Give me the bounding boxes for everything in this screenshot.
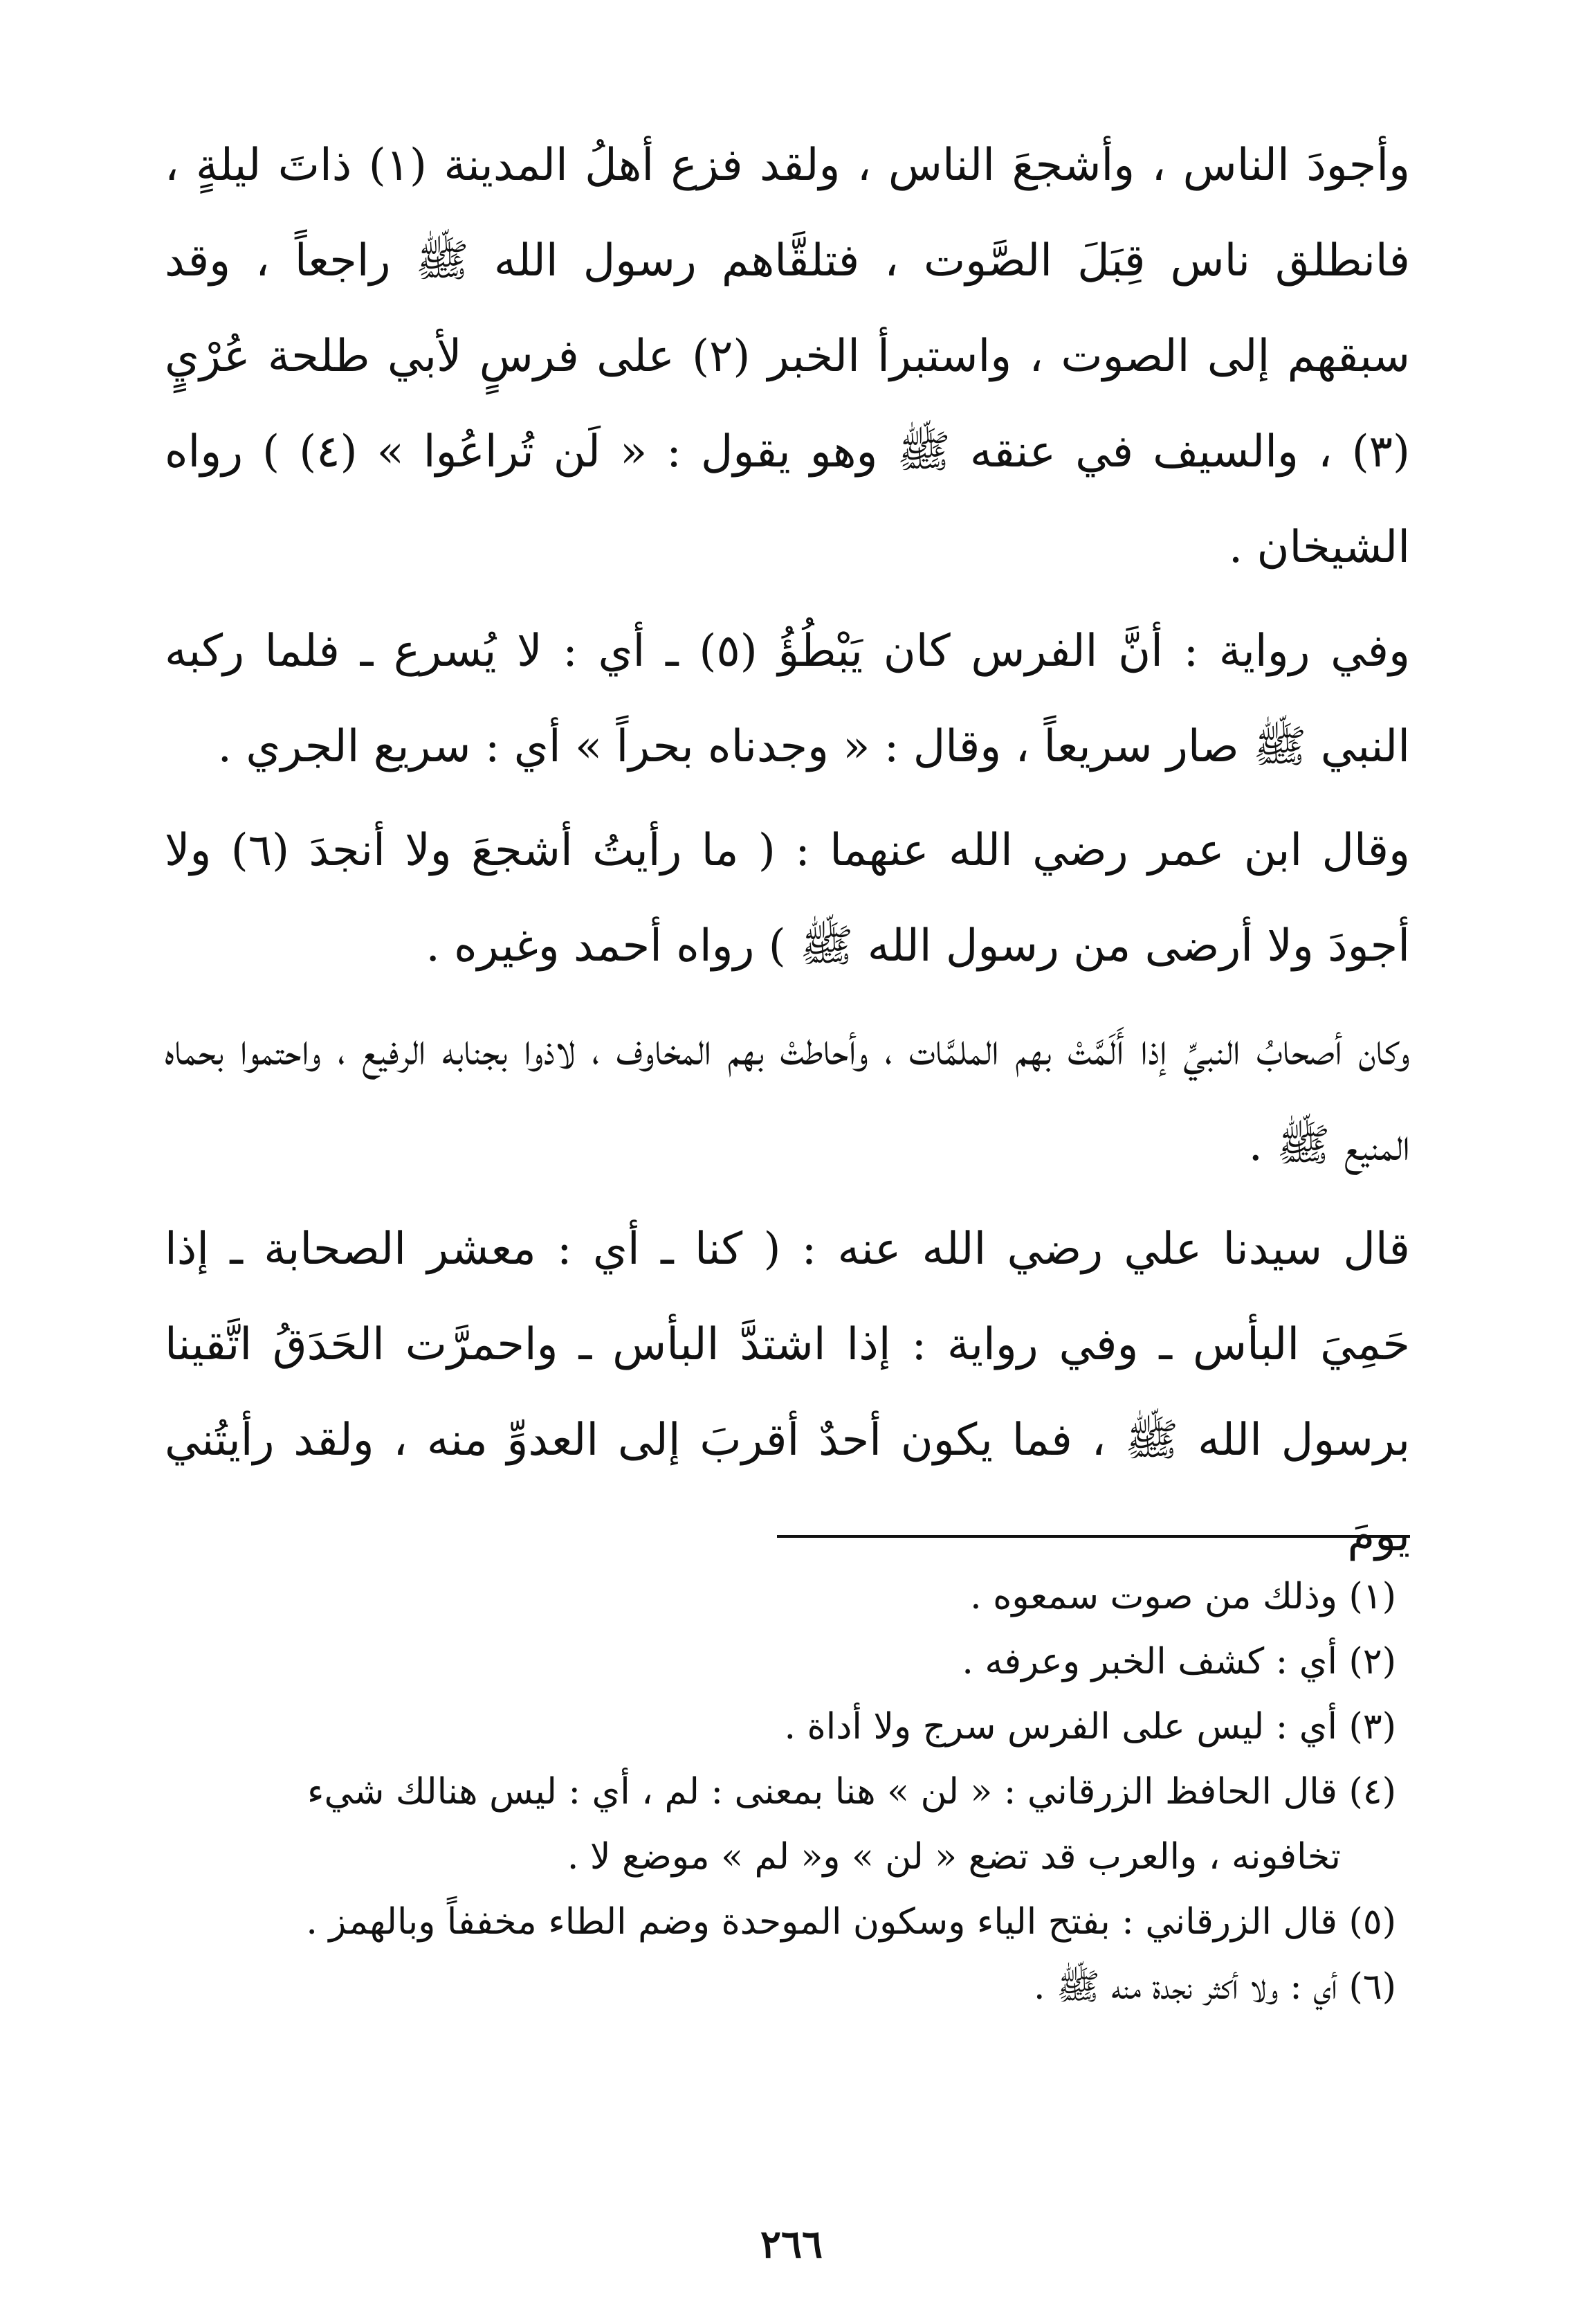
paragraph-2: وفي رواية : أنَّ الفرس كان يَبْطُؤُ (٥) ـ أي : لا يُسرع ـ فلما ركبه النبي ﷺ صار سريعاً ، وقال : « وجدناه بحراً » أي : سريع الجري . [165,626,1411,772]
paragraph-3: وقال ابن عمر رضي الله عنهما : ( ما رأيتُ أشجعَ ولا أنجدَ (٦) ولا أجودَ ولا أرضى من رسول الله ﷺ ) رواه أحمد وغيره . [165,825,1411,972]
footnote-3: (٣) أي : ليس على الفرس سرج ولا أداة . [784,1706,1396,1747]
footnote-2: (٢) أي : كشف الخبر وعرفه . [962,1641,1396,1682]
paragraph-5: قال سيدنا علي رضي الله عنه : ( كنا ـ أي : معشر الصحابة ـ إذا حَمِيَ البأس ـ وفي رواية : إذا اشتدَّ البأس ـ واحمرَّت الحَدَقُ اتَّقينا برسول الله ﷺ ، فما يكون أحدٌ أقربَ إلى العدوِّ منه ، ولقد رأيتُني يومَ [165,1224,1411,1561]
footnote-5: (٥) قال الزرقاني : بفتح الياء وسكون الموحدة وضم الطاء مخففاً وبالهمز . [306,1901,1396,1943]
footnote-divider [777,1535,1410,1538]
footnotes-block [165,1564,1396,2019]
paragraph-4: وكان أصحابُ النبيِّ إذا أَلَمَّتْ بهم الملمَّات ، وأحاطتْ بهم المخاوف ، لاذوا بجنابه الرفيع ، واحتموا بحماه المنيع ﷺ . [165,1024,1410,1171]
footnote-6: (٦) أي : ولا أكثر نجدة منه ﷺ . [1033,1966,1396,2008]
footnote-1: (١) وذلك من صوت سمعوه . [970,1576,1396,1617]
footnote-4: (٤) قال الحافظ الزرقاني : « لن » هنا بمعنى : لم ، أي : ليس هنالك شيء [307,1771,1396,1813]
main-text-block [165,118,1410,1592]
paragraph-1: وأجودَ الناس ، وأشجعَ الناس ، ولقد فزع أهلُ المدينة (١) ذاتَ ليلةٍ ، فانطلق ناس قِبَلَ الصَّوت ، فتلقَّاهم رسول الله ﷺ راجعاً ، وقد سبقهم إلى الصوت ، واستبرأ الخبر (٢) على فرسٍ لأبي طلحة عُرْيٍ (٣) ، والسيف في عنقه ﷺ وهو يقول : « لَن تُراعُوا » (٤) ) رواه الشيخان . [165,140,1411,573]
page-number: ٢٦٦ [760,2222,823,2267]
footnote-4-continuation: تخافونه ، والعرب قد تضع « لن » و« لم » موضع لا . [567,1836,1341,1878]
